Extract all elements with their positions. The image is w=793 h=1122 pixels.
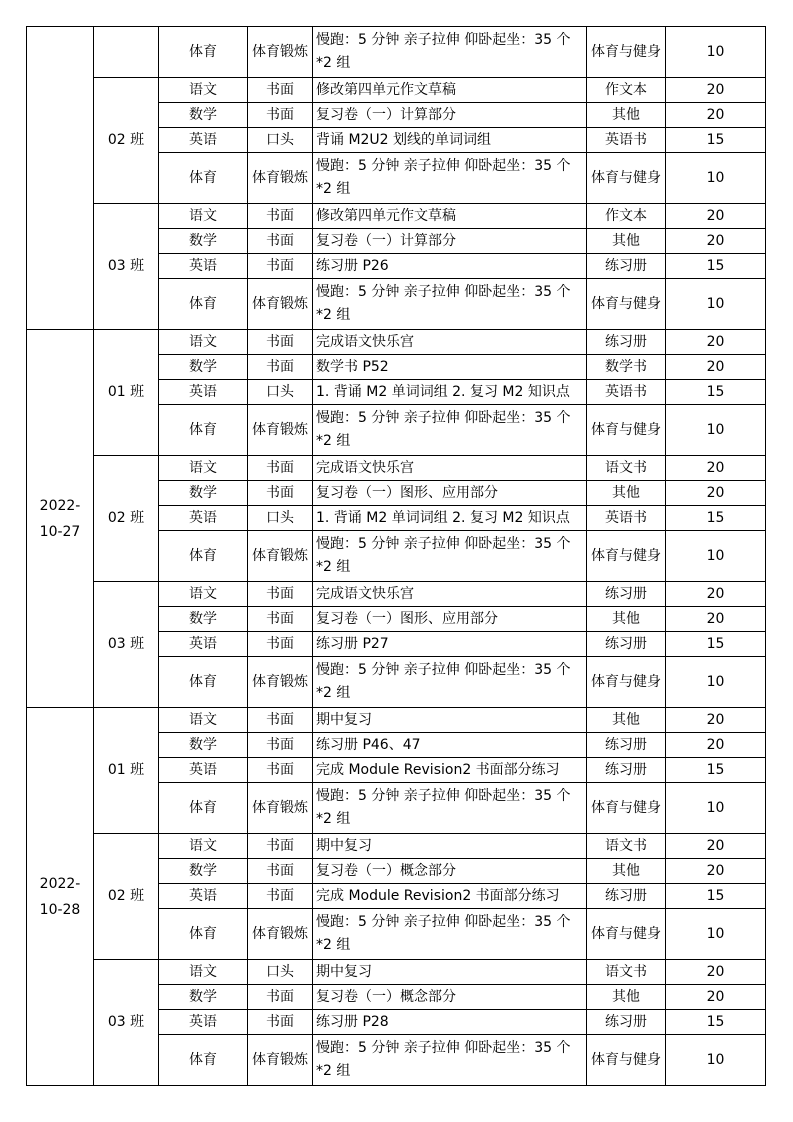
type-cell: 书面	[248, 607, 313, 632]
type-cell: 书面	[248, 481, 313, 506]
task-cell: 慢跑：5 分钟 亲子拉伸 仰卧起坐：35 个*2 组	[313, 153, 587, 204]
task-cell: 复习卷（一）图形、应用部分	[313, 481, 587, 506]
material-cell: 英语书	[587, 506, 666, 531]
class-cell: 02 班	[94, 78, 159, 204]
task-cell: 练习册 P27	[313, 632, 587, 657]
type-cell: 体育锻炼	[248, 27, 313, 78]
type-cell: 口头	[248, 128, 313, 153]
minutes-cell: 15	[666, 758, 766, 783]
minutes-cell: 10	[666, 153, 766, 204]
minutes-cell: 15	[666, 1010, 766, 1035]
task-cell: 复习卷（一）概念部分	[313, 985, 587, 1010]
material-cell: 体育与健身	[587, 783, 666, 834]
material-cell: 其他	[587, 229, 666, 254]
class-cell: 03 班	[94, 582, 159, 708]
material-cell: 练习册	[587, 758, 666, 783]
class-cell: 03 班	[94, 960, 159, 1086]
material-cell: 练习册	[587, 582, 666, 607]
type-cell: 体育锻炼	[248, 1035, 313, 1086]
material-cell: 数学书	[587, 355, 666, 380]
subject-cell: 体育	[159, 657, 248, 708]
material-cell: 体育与健身	[587, 279, 666, 330]
subject-cell: 数学	[159, 859, 248, 884]
subject-cell: 英语	[159, 506, 248, 531]
minutes-cell: 20	[666, 708, 766, 733]
task-cell: 完成 Module Revision2 书面部分练习	[313, 758, 587, 783]
type-cell: 书面	[248, 1010, 313, 1035]
class-cell: 03 班	[94, 204, 159, 330]
task-cell: 复习卷（一）图形、应用部分	[313, 607, 587, 632]
minutes-cell: 20	[666, 960, 766, 985]
task-cell: 慢跑：5 分钟 亲子拉伸 仰卧起坐：35 个*2 组	[313, 909, 587, 960]
material-cell: 其他	[587, 708, 666, 733]
minutes-cell: 20	[666, 355, 766, 380]
minutes-cell: 10	[666, 405, 766, 456]
material-cell: 其他	[587, 103, 666, 128]
type-cell: 书面	[248, 733, 313, 758]
type-cell: 书面	[248, 859, 313, 884]
material-cell: 练习册	[587, 254, 666, 279]
subject-cell: 英语	[159, 128, 248, 153]
minutes-cell: 20	[666, 456, 766, 481]
type-cell: 书面	[248, 330, 313, 355]
date-cell: 2022-10-27	[27, 330, 94, 708]
date-cell	[27, 27, 94, 330]
task-cell: 慢跑：5 分钟 亲子拉伸 仰卧起坐：35 个*2 组	[313, 279, 587, 330]
type-cell: 书面	[248, 456, 313, 481]
task-cell: 慢跑：5 分钟 亲子拉伸 仰卧起坐：35 个*2 组	[313, 27, 587, 78]
material-cell: 体育与健身	[587, 657, 666, 708]
material-cell: 体育与健身	[587, 531, 666, 582]
minutes-cell: 15	[666, 884, 766, 909]
class-cell	[94, 27, 159, 78]
material-cell: 英语书	[587, 128, 666, 153]
type-cell: 体育锻炼	[248, 909, 313, 960]
type-cell: 口头	[248, 380, 313, 405]
subject-cell: 语文	[159, 708, 248, 733]
minutes-cell: 15	[666, 254, 766, 279]
material-cell: 语文书	[587, 960, 666, 985]
type-cell: 书面	[248, 708, 313, 733]
task-cell: 慢跑：5 分钟 亲子拉伸 仰卧起坐：35 个*2 组	[313, 531, 587, 582]
minutes-cell: 15	[666, 380, 766, 405]
homework-table	[26, 26, 766, 1086]
minutes-cell: 10	[666, 783, 766, 834]
subject-cell: 体育	[159, 405, 248, 456]
task-cell: 练习册 P26	[313, 254, 587, 279]
type-cell: 书面	[248, 632, 313, 657]
class-cell: 02 班	[94, 456, 159, 582]
type-cell: 体育锻炼	[248, 531, 313, 582]
material-cell: 体育与健身	[587, 909, 666, 960]
table-row	[27, 78, 766, 103]
minutes-cell: 10	[666, 279, 766, 330]
homework-table-body	[27, 27, 766, 1086]
subject-cell: 英语	[159, 380, 248, 405]
table-row	[27, 204, 766, 229]
subject-cell: 体育	[159, 153, 248, 204]
task-cell: 慢跑：5 分钟 亲子拉伸 仰卧起坐：35 个*2 组	[313, 1035, 587, 1086]
minutes-cell: 15	[666, 506, 766, 531]
material-cell: 练习册	[587, 733, 666, 758]
type-cell: 书面	[248, 985, 313, 1010]
type-cell: 口头	[248, 960, 313, 985]
subject-cell: 数学	[159, 229, 248, 254]
subject-cell: 数学	[159, 481, 248, 506]
subject-cell: 体育	[159, 279, 248, 330]
subject-cell: 英语	[159, 1010, 248, 1035]
material-cell: 练习册	[587, 1010, 666, 1035]
table-row	[27, 708, 766, 733]
minutes-cell: 10	[666, 1035, 766, 1086]
subject-cell: 体育	[159, 531, 248, 582]
subject-cell: 语文	[159, 960, 248, 985]
material-cell: 练习册	[587, 884, 666, 909]
subject-cell: 语文	[159, 834, 248, 859]
subject-cell: 语文	[159, 78, 248, 103]
task-cell: 修改第四单元作文草稿	[313, 204, 587, 229]
task-cell: 慢跑：5 分钟 亲子拉伸 仰卧起坐：35 个*2 组	[313, 405, 587, 456]
material-cell: 英语书	[587, 380, 666, 405]
task-cell: 练习册 P28	[313, 1010, 587, 1035]
minutes-cell: 15	[666, 128, 766, 153]
material-cell: 其他	[587, 607, 666, 632]
table-row	[27, 456, 766, 481]
material-cell: 体育与健身	[587, 27, 666, 78]
material-cell: 练习册	[587, 330, 666, 355]
task-cell: 数学书 P52	[313, 355, 587, 380]
table-row	[27, 330, 766, 355]
subject-cell: 语文	[159, 204, 248, 229]
task-cell: 完成语文快乐宫	[313, 456, 587, 481]
task-cell: 期中复习	[313, 708, 587, 733]
subject-cell: 英语	[159, 254, 248, 279]
type-cell: 书面	[248, 103, 313, 128]
minutes-cell: 20	[666, 834, 766, 859]
subject-cell: 英语	[159, 632, 248, 657]
table-row	[27, 27, 766, 78]
subject-cell: 数学	[159, 985, 248, 1010]
minutes-cell: 20	[666, 985, 766, 1010]
task-cell: 完成 Module Revision2 书面部分练习	[313, 884, 587, 909]
table-row	[27, 960, 766, 985]
minutes-cell: 15	[666, 632, 766, 657]
minutes-cell: 10	[666, 909, 766, 960]
task-cell: 练习册 P46、47	[313, 733, 587, 758]
date-cell: 2022-10-28	[27, 708, 94, 1086]
task-cell: 背诵 M2U2 划线的单词词组	[313, 128, 587, 153]
material-cell: 体育与健身	[587, 405, 666, 456]
task-cell: 1. 背诵 M2 单词词组 2. 复习 M2 知识点	[313, 380, 587, 405]
type-cell: 书面	[248, 78, 313, 103]
minutes-cell: 20	[666, 607, 766, 632]
subject-cell: 语文	[159, 330, 248, 355]
subject-cell: 数学	[159, 607, 248, 632]
subject-cell: 语文	[159, 456, 248, 481]
table-row	[27, 834, 766, 859]
minutes-cell: 20	[666, 229, 766, 254]
type-cell: 书面	[248, 582, 313, 607]
type-cell: 书面	[248, 204, 313, 229]
subject-cell: 语文	[159, 582, 248, 607]
subject-cell: 体育	[159, 909, 248, 960]
task-cell: 复习卷（一）计算部分	[313, 103, 587, 128]
subject-cell: 英语	[159, 884, 248, 909]
minutes-cell: 20	[666, 103, 766, 128]
type-cell: 体育锻炼	[248, 657, 313, 708]
class-cell: 02 班	[94, 834, 159, 960]
subject-cell: 体育	[159, 27, 248, 78]
material-cell: 练习册	[587, 632, 666, 657]
task-cell: 复习卷（一）概念部分	[313, 859, 587, 884]
material-cell: 体育与健身	[587, 1035, 666, 1086]
minutes-cell: 20	[666, 204, 766, 229]
material-cell: 语文书	[587, 456, 666, 481]
minutes-cell: 10	[666, 27, 766, 78]
type-cell: 体育锻炼	[248, 279, 313, 330]
type-cell: 体育锻炼	[248, 153, 313, 204]
minutes-cell: 20	[666, 859, 766, 884]
minutes-cell: 20	[666, 78, 766, 103]
minutes-cell: 20	[666, 330, 766, 355]
task-cell: 期中复习	[313, 834, 587, 859]
type-cell: 书面	[248, 758, 313, 783]
type-cell: 书面	[248, 229, 313, 254]
type-cell: 书面	[248, 254, 313, 279]
type-cell: 体育锻炼	[248, 783, 313, 834]
material-cell: 语文书	[587, 834, 666, 859]
minutes-cell: 20	[666, 733, 766, 758]
task-cell: 慢跑：5 分钟 亲子拉伸 仰卧起坐：35 个*2 组	[313, 783, 587, 834]
minutes-cell: 10	[666, 657, 766, 708]
type-cell: 口头	[248, 506, 313, 531]
task-cell: 修改第四单元作文草稿	[313, 78, 587, 103]
task-cell: 复习卷（一）计算部分	[313, 229, 587, 254]
task-cell: 期中复习	[313, 960, 587, 985]
minutes-cell: 10	[666, 531, 766, 582]
subject-cell: 英语	[159, 758, 248, 783]
subject-cell: 数学	[159, 355, 248, 380]
task-cell: 完成语文快乐宫	[313, 330, 587, 355]
subject-cell: 数学	[159, 103, 248, 128]
material-cell: 其他	[587, 481, 666, 506]
task-cell: 完成语文快乐宫	[313, 582, 587, 607]
material-cell: 体育与健身	[587, 153, 666, 204]
type-cell: 体育锻炼	[248, 405, 313, 456]
table-row	[27, 582, 766, 607]
material-cell: 其他	[587, 985, 666, 1010]
task-cell: 慢跑：5 分钟 亲子拉伸 仰卧起坐：35 个*2 组	[313, 657, 587, 708]
class-cell: 01 班	[94, 330, 159, 456]
type-cell: 书面	[248, 884, 313, 909]
type-cell: 书面	[248, 834, 313, 859]
material-cell: 作文本	[587, 78, 666, 103]
subject-cell: 体育	[159, 1035, 248, 1086]
subject-cell: 数学	[159, 733, 248, 758]
minutes-cell: 20	[666, 481, 766, 506]
task-cell: 1. 背诵 M2 单词词组 2. 复习 M2 知识点	[313, 506, 587, 531]
class-cell: 01 班	[94, 708, 159, 834]
material-cell: 其他	[587, 859, 666, 884]
material-cell: 作文本	[587, 204, 666, 229]
type-cell: 书面	[248, 355, 313, 380]
minutes-cell: 20	[666, 582, 766, 607]
subject-cell: 体育	[159, 783, 248, 834]
